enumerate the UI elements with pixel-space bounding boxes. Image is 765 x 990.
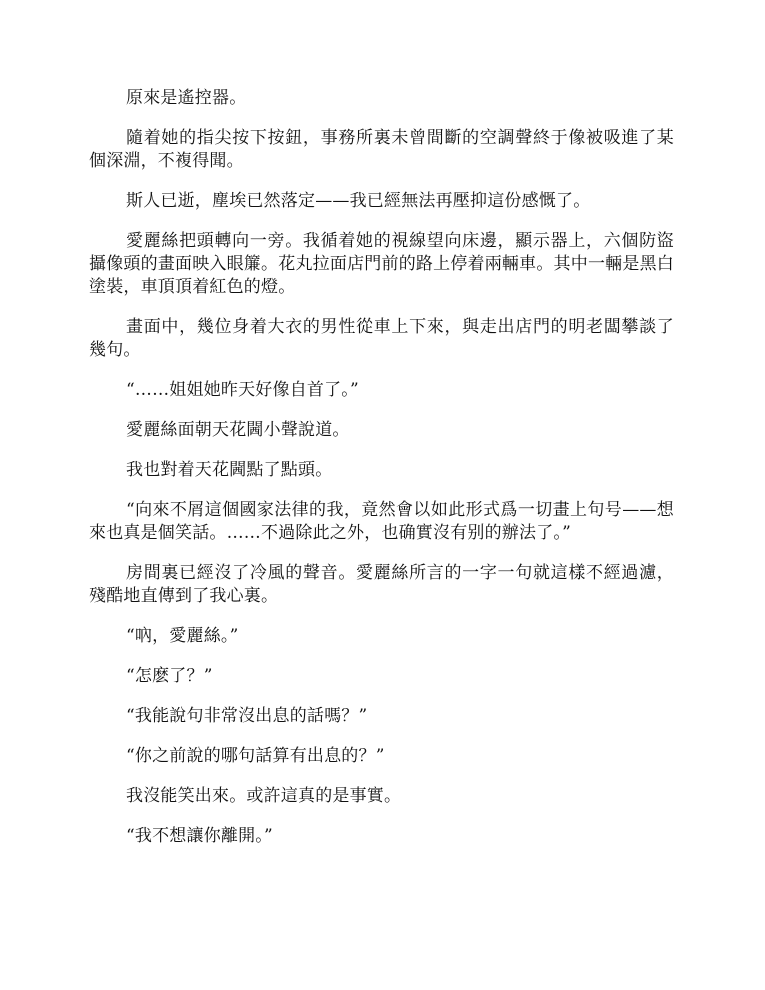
- dialogue-line: “……姐姐她昨天好像自首了。”: [126, 380, 359, 400]
- dialogue-line: “怎麽了？”: [126, 666, 213, 686]
- paragraph: 斯人已逝，塵埃已然落定——我已經無法再壓抑這份感慨了。: [126, 191, 591, 211]
- paragraph: 愛麗絲把頭轉向一旁。我循着她的視線望向床邊，顯示器上，六個防盜攝像頭的畫面映入眼簾。花丸拉面店門前的路上停着兩輛車。其中一輛是黑白塗裝，車頂頂着紅色的燈。: [89, 231, 674, 297]
- dialogue-line: “吶，愛麗絲。”: [126, 626, 239, 646]
- paragraph: 愛麗絲面朝天花閪小聲說道。: [126, 420, 350, 440]
- paragraph: 原來是遙控器。: [126, 88, 247, 108]
- paragraph: 我沒能笑出來。或許這真的是事實。: [126, 786, 402, 806]
- paragraph: 隨着她的指尖按下按鈕，事務所裏未曾間斷的空調聲終于像被吸進了某個深淵，不複得聞。: [89, 128, 674, 171]
- dialogue-line: “我能說句非常沒出息的話嗎？”: [126, 706, 368, 726]
- paragraph: 我也對着天花閪點了點頭。: [126, 460, 333, 480]
- paragraph: 畫面中，幾位身着大衣的男性從車上下來，與走出店門的明老闆攀談了幾句。: [89, 317, 674, 360]
- novel-page: [89, 87, 674, 865]
- dialogue-line: “向來不屑這個國家法律的我，竟然會以如此形式爲一切畫上句号——想來也真是個笑話。……不過除此之外，也确實沒有别的辦法了。”: [89, 500, 674, 543]
- dialogue-line: “你之前說的哪句話算有出息的？”: [126, 746, 385, 766]
- dialogue-line: “我不想讓你離開。”: [126, 826, 273, 846]
- paragraph: 房間裏已經沒了冷風的聲音。愛麗絲所言的一字一句就這樣不經過濾，殘酷地直傳到了我心裏。: [89, 563, 674, 606]
